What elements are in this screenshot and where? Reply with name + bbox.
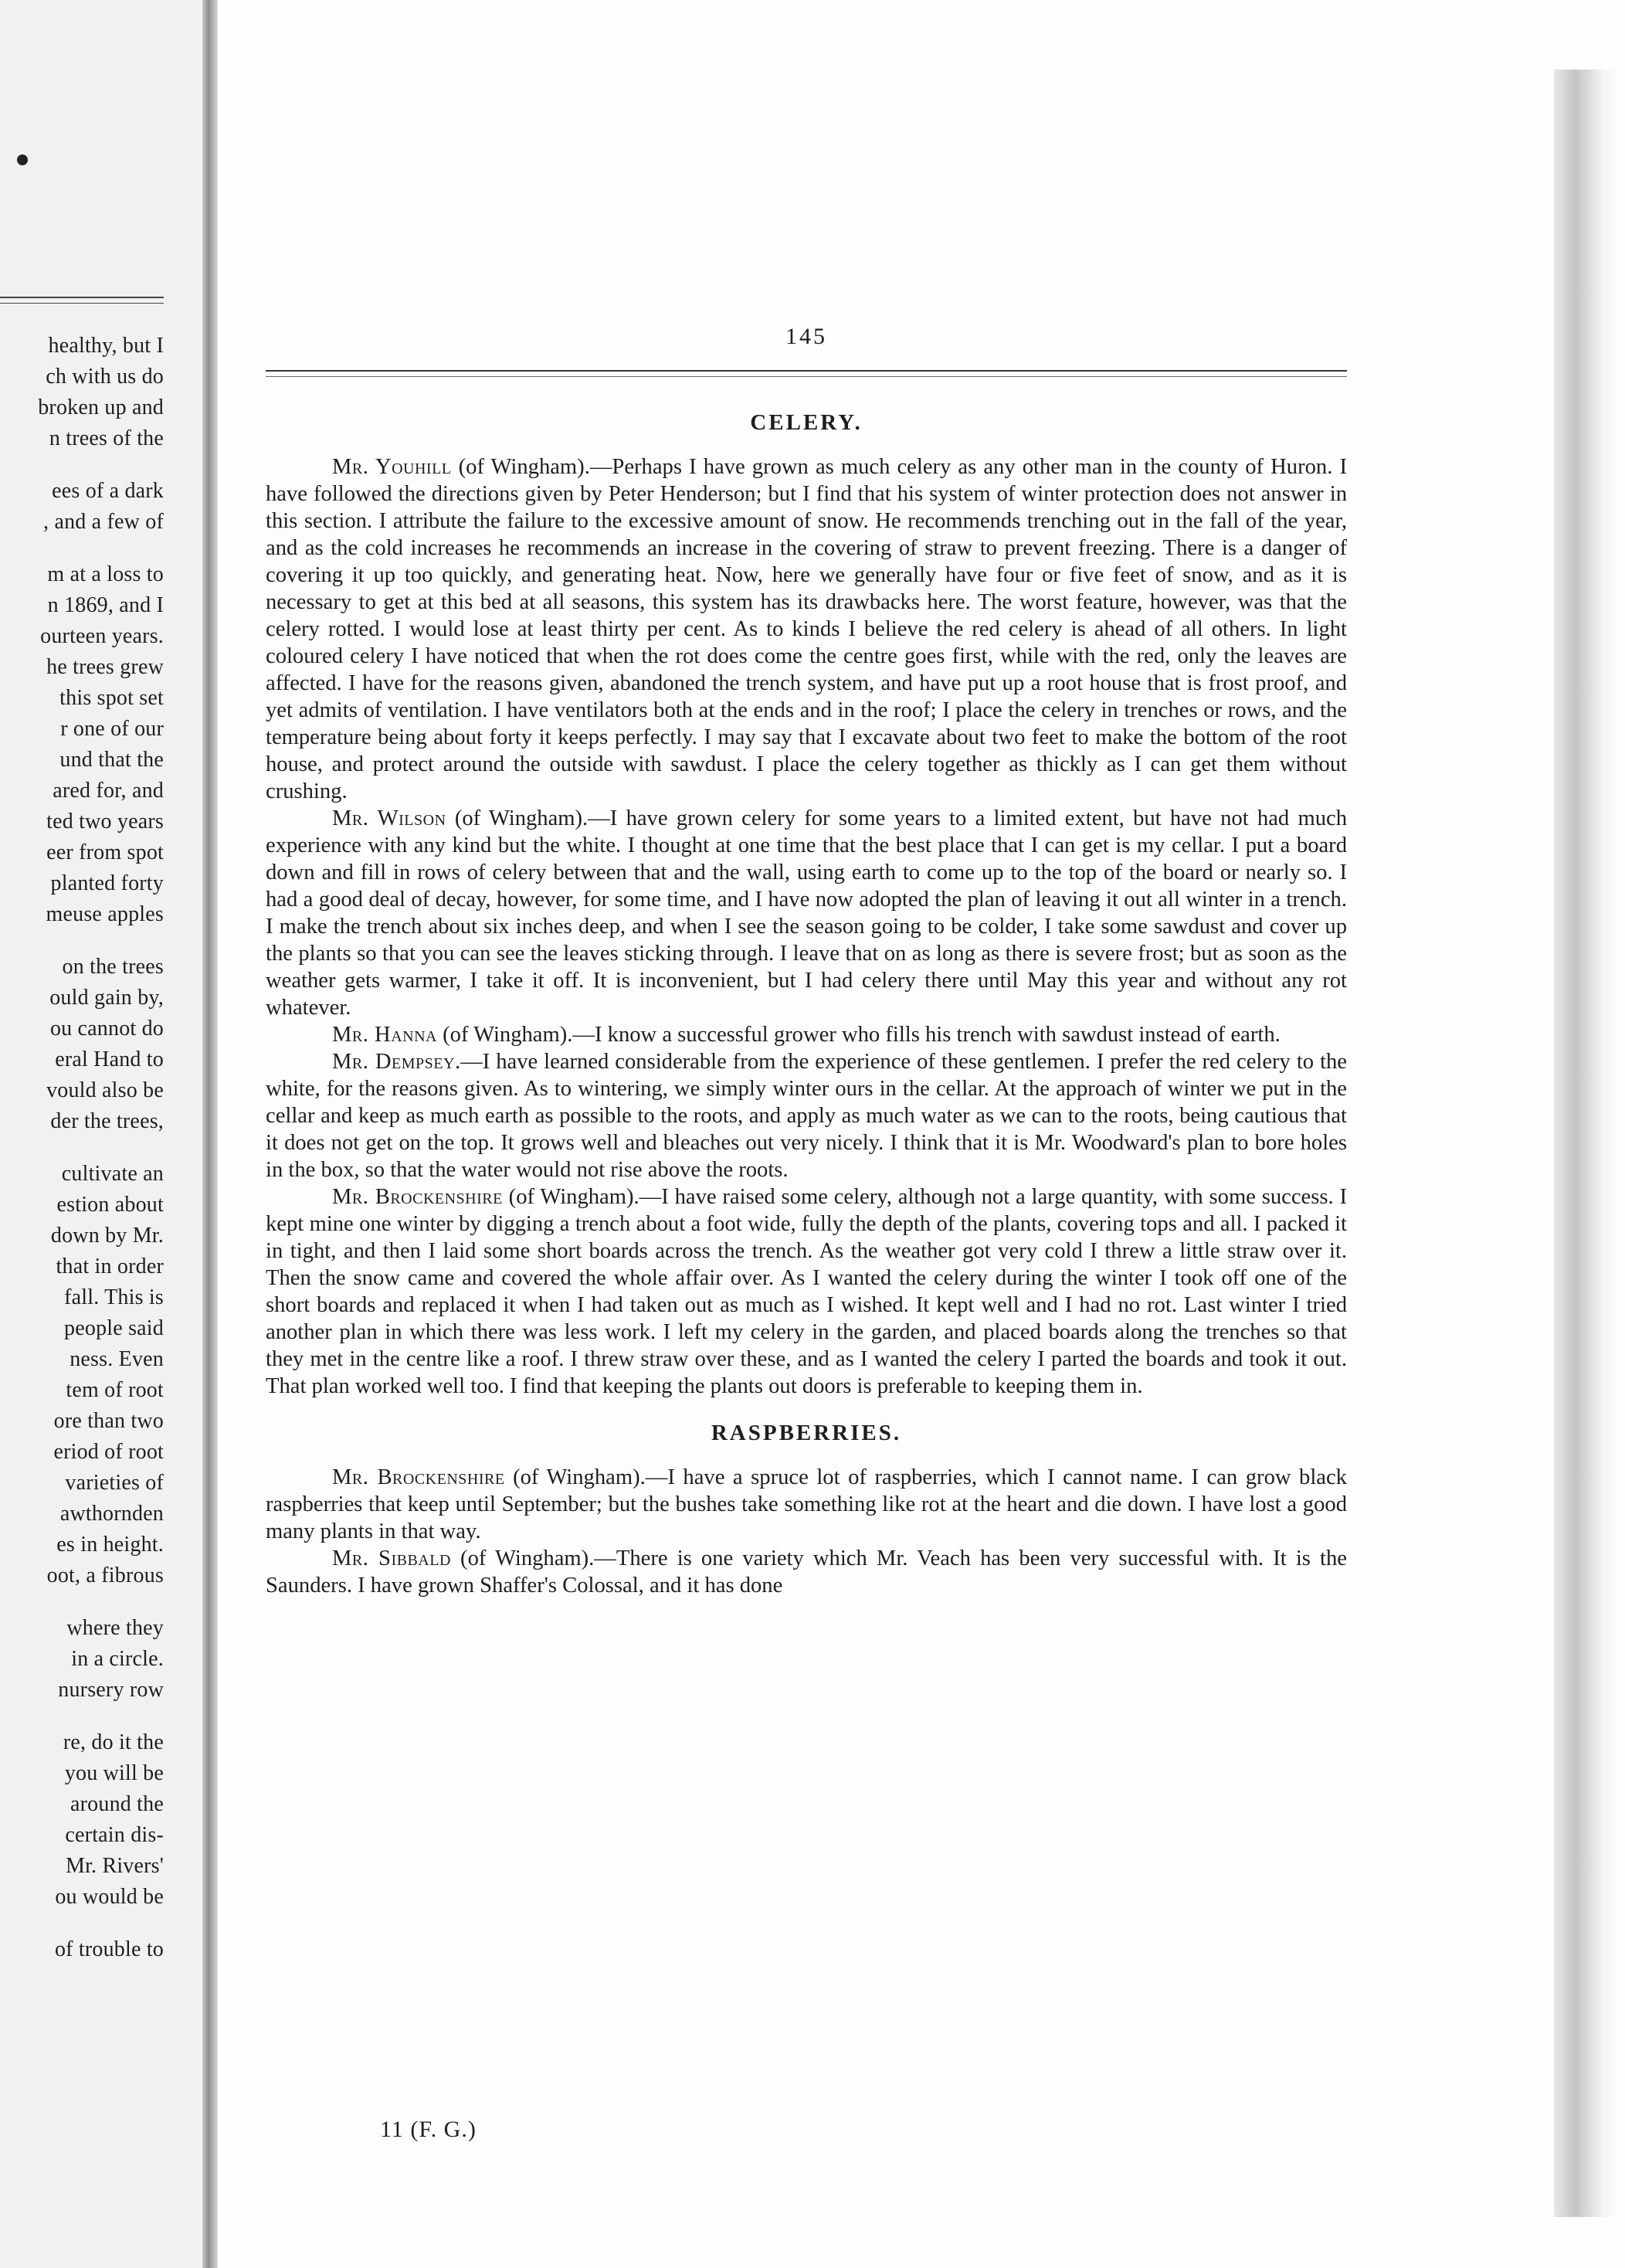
left-page-line: on the trees xyxy=(62,955,164,979)
section-celery xyxy=(266,409,1347,1400)
left-page-line: tem of root xyxy=(66,1378,164,1402)
paragraph xyxy=(266,453,1347,805)
left-page-line: n trees of the xyxy=(49,426,164,450)
left-page-line xyxy=(0,1137,164,1159)
left-page-line: fall. This is xyxy=(64,1285,164,1309)
left-page-line: down by Mr. xyxy=(50,1224,164,1248)
left-page-line: nursery row xyxy=(58,1678,164,1702)
left-page-line: awthornden xyxy=(59,1502,164,1526)
left-page-line: ou would be xyxy=(55,1885,164,1909)
left-page-line xyxy=(0,454,164,476)
left-page-line: eer from spot xyxy=(46,840,164,864)
left-page-line: meuse apples xyxy=(46,902,164,926)
paragraph xyxy=(266,1048,1347,1183)
paragraph-text: (of Wingham).—Perhaps I have grown as much celery as any other man in the county of Huron. I have followed the directions given by Peter Henderson; but I find that his system of winter protection does not answer in this section. I attribute the failure to the excessive amount of snow. He recommends trenching out in the fall of the year, and as the cold increases he recommends an increase in the covering of straw to prevent freezing. There is a danger of covering it up too quickly, and generating heat. Now, here we generally have four or five feet of snow, and as it is necessary to get at this bed at all seasons, this system has its drawbacks here. The worst feature, however, was that the celery rotted. I would lose at least thirty per cent. As to kinds I believe the red celery is ahead of all others. In light coloured celery I have noticed that when the rot does come the centre goes first, while with the red, only the leaves are affected. I have for the reasons given, abandoned the trench system, and have put up a root house that is frost proof, and yet admits of ventilation. I have ventilators both at the ends and in the roof; I place the celery in trenches or rows, and the temperature being about forty it keeps perfectly. I may say that I excavate about two feet to make the bottom of the root house, and protect around the outside with sawdust. I place the celery together as thickly as I can get them without crushing. xyxy=(266,455,1347,803)
paragraph xyxy=(266,805,1347,1021)
left-header-rule-thin xyxy=(0,303,164,304)
left-page-line: es in height. xyxy=(56,1533,164,1557)
left-page-line: broken up and xyxy=(38,396,164,419)
paragraph xyxy=(266,1464,1347,1545)
left-page-line: ared for, and xyxy=(53,779,164,803)
paragraph-text: (of Wingham).—I know a successful grower who fills his trench with sawdust instead of earth. xyxy=(436,1023,1281,1047)
ink-dot xyxy=(17,154,28,165)
speaker-name: Mr. Hanna xyxy=(332,1023,437,1047)
signature-mark: 11 (F. G.) xyxy=(380,2117,477,2142)
left-page-line: certain dis- xyxy=(65,1823,164,1847)
paragraph xyxy=(266,1545,1347,1599)
left-page-line: ourteen years. xyxy=(40,624,164,648)
paragraph-text: (of Wingham).—There is one variety which Mr. Veach has been very successful with. It is the Saunders. I have grown Shaffer's Colossal, and it has done xyxy=(266,1547,1347,1597)
left-page-line: people said xyxy=(64,1316,164,1340)
header-rule-thin xyxy=(266,376,1347,377)
book-gutter xyxy=(202,0,218,2268)
left-page-line: around the xyxy=(70,1792,164,1816)
right-page xyxy=(218,0,1625,2268)
left-page-line: der the trees, xyxy=(50,1109,164,1133)
speaker-name: Mr. Wilson xyxy=(332,806,446,830)
left-page-line: he trees grew xyxy=(46,655,164,679)
speaker-name: Mr. Dempsey xyxy=(332,1050,455,1074)
left-facing-page xyxy=(0,0,202,2268)
left-page-line: ees of a dark xyxy=(52,479,164,503)
left-page-line: this spot set xyxy=(59,686,164,710)
left-page-line: you will be xyxy=(64,1761,164,1785)
left-page-line: cultivate an xyxy=(61,1162,164,1186)
left-page-line: of trouble to xyxy=(54,1937,164,1961)
left-page-line: eral Hand to xyxy=(55,1047,164,1071)
left-page-line: eriod of root xyxy=(53,1440,164,1464)
left-page-line: planted forty xyxy=(50,871,164,895)
left-page-line: ould gain by, xyxy=(49,986,164,1010)
left-page-line: where they xyxy=(66,1616,164,1640)
paragraph-text: (of Wingham).—I have a spruce lot of raspberries, which I cannot name. I can grow black raspberries that keep until September; but the bushes take something like rot at the heart and die down. I have lost a good many plants in that way. xyxy=(266,1465,1347,1543)
left-header-rule xyxy=(0,297,164,298)
left-page-line: estion about xyxy=(56,1193,164,1217)
paragraph-text: (of Wingham).—I have grown celery for some years to a limited extent, but have not had much experience with any kind but the white. I thought at one time that the best place that I can get is my cellar. I put a board down and fill in rows of celery between that and the wall, using earth to come up to the top of the board or nearly so. I had a good deal of decay, however, for some time, and I have now adopted the plan of leaving it out all winter in a trench. I make the trench about six inches deep, and when I see the season going to be colder, I take some sawdust and cover up the plants so that you can see the leaves sticking through. I leave that on as long as there is severe frost; but as soon as the weather gets warmer, I take it off. It is inconvenient, but I had celery there until May this year and without any rot whatever. xyxy=(266,806,1348,1020)
left-page-line xyxy=(0,1913,164,1934)
left-page-line: r one of our xyxy=(60,717,164,741)
speaker-name: Mr. Youhill xyxy=(332,455,452,479)
page-content xyxy=(266,323,1347,1599)
page-edge xyxy=(1554,70,1625,2217)
left-page-line xyxy=(0,538,164,559)
left-page-line: ore than two xyxy=(53,1409,164,1433)
section-raspberries xyxy=(266,1420,1347,1599)
left-page-line: ness. Even xyxy=(70,1347,164,1371)
left-page-line: n 1869, and I xyxy=(47,593,164,617)
page-number: 145 xyxy=(785,324,827,349)
paragraph-text: (of Wingham).—I have raised some celery, although not a large quantity, with some success. I kept mine one winter by digging a trench about a foot wide, fully the depth of the plants, covering tops and all. I packed it in tight, and then I laid some short boards across the trench. As the weather got very cold I threw a little straw over it. Then the snow came and covered the whole affair over. As I wanted the celery during the winter I took off one of the short boards and replaced it when I had taken out as much as I wished. It kept well and I had no rot. Last winter I tried another plan in which there was less work. I left my celery in the garden, and placed boards along the trenches so that they met in the centre like a roof. I threw straw over these, and as I wanted the celery I parted the boards and took it out. That plan worked well too. I find that keeping the plants out doors is preferable to keeping them in. xyxy=(266,1185,1347,1398)
left-page-line: that in order xyxy=(56,1255,164,1278)
left-page-line: ch with us do xyxy=(46,365,164,389)
header-rule xyxy=(266,370,1347,372)
speaker-name: Mr. Brockenshire xyxy=(332,1465,505,1489)
speaker-name: Mr. Sibbald xyxy=(332,1547,451,1570)
paragraph-text: .—I have learned considerable from the experience of these gentlemen. I prefer the red celery to the white, for the reasons given. As to wintering, we simply winter ours in the cellar. At the approach of winter we put in the cellar and keep as much earth as possible to the roots, and apply as much water as we can to the roots, being cautious that it does not get on the top. It grows well and bleaches out very nicely. I think that it is Mr. Woodward's plan to bore holes in the box, so that the water would not rise above the roots. xyxy=(266,1050,1347,1182)
left-page-line: re, do it the xyxy=(63,1730,164,1754)
paragraph xyxy=(266,1183,1347,1400)
left-page-line: vould also be xyxy=(46,1078,164,1102)
left-page-line xyxy=(0,1591,164,1613)
left-page-line xyxy=(0,930,164,952)
left-page-line: und that the xyxy=(59,748,164,772)
left-page-line: in a circle. xyxy=(71,1647,164,1671)
left-page-line: Mr. Rivers' xyxy=(65,1854,164,1878)
left-page-text xyxy=(0,331,164,1965)
section-title: CELERY. xyxy=(750,410,863,435)
left-page-line: varieties of xyxy=(65,1471,164,1495)
left-page-line: oot, a fibrous xyxy=(46,1563,164,1587)
paragraph xyxy=(266,1021,1347,1048)
left-page-line: ted two years xyxy=(46,810,164,834)
left-page-line xyxy=(0,1706,164,1727)
left-page-line: , and a few of xyxy=(43,510,164,534)
left-page-line: ou cannot do xyxy=(49,1017,164,1041)
left-page-line: healthy, but I xyxy=(48,334,164,358)
speaker-name: Mr. Brockenshire xyxy=(332,1185,503,1209)
section-title: RASPBERRIES. xyxy=(711,1421,902,1445)
left-page-line: m at a loss to xyxy=(47,562,164,586)
